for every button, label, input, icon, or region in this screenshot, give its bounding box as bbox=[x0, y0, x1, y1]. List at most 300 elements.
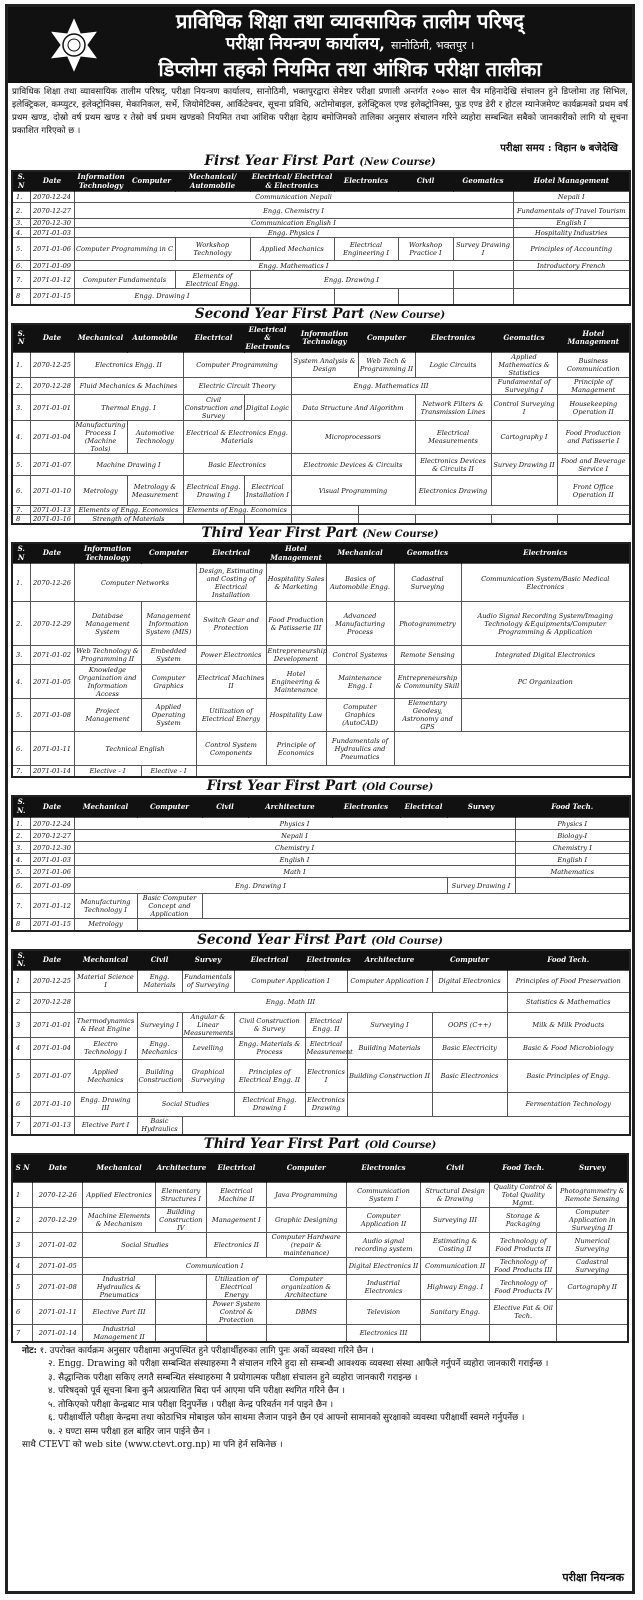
subject-cell: Computer Networks bbox=[74, 564, 196, 602]
subject-cell: Fundamentals of Travel Tourism bbox=[513, 203, 630, 219]
subject-cell: Electrical Measurements bbox=[415, 421, 491, 454]
subject-cell: Electric Circuit Theory bbox=[183, 378, 291, 395]
serial-cell: 1. bbox=[12, 353, 30, 378]
subject-cell: Basic & Food Microbiology bbox=[507, 1037, 630, 1059]
subject-cell bbox=[557, 1299, 628, 1324]
schedule-table bbox=[11, 542, 631, 778]
column-header: Mechanical/ Automobile bbox=[175, 171, 250, 192]
column-header: Date bbox=[30, 171, 74, 192]
subject-cell bbox=[183, 515, 244, 525]
subject-cell: Housekeeping Operation II bbox=[557, 395, 630, 421]
subject-cell: Data Structure And Algorithm bbox=[291, 395, 415, 421]
subject-cell: Food Production and Patisserie I bbox=[557, 421, 630, 454]
section-title bbox=[8, 525, 632, 542]
subject-cell: Thermodynamics & Heat Engine bbox=[74, 1012, 137, 1037]
subject-cell: Design, Estimating and Costing of Electrical Installation bbox=[196, 564, 266, 602]
subject-cell: Estimating & Costing II bbox=[421, 1232, 490, 1257]
subject-cell: Business Communication bbox=[557, 353, 630, 378]
column-header: Electronics bbox=[334, 171, 398, 192]
note-text: ७. २ घण्टा सम्म परीक्षा हल बाहिर जान पाईने छैन । bbox=[48, 1426, 211, 1437]
subject-cell: Electronics Drawing bbox=[415, 476, 491, 506]
subject-cell: Communication II bbox=[421, 1257, 490, 1274]
subject-cell: Electronics Drawing bbox=[305, 1092, 347, 1116]
table-row bbox=[12, 421, 630, 454]
serial-cell: 7. bbox=[12, 766, 30, 777]
subject-cell: Building Construction bbox=[137, 1059, 182, 1092]
serial-cell: 3. bbox=[12, 646, 30, 665]
subject-cell: Electrical Engg. Drawing I bbox=[183, 476, 244, 506]
column-header: Survey bbox=[557, 1154, 628, 1182]
schedule-table bbox=[11, 323, 631, 526]
subject-cell bbox=[207, 1324, 267, 1342]
subject-cell: Entrepreneurship & Community Skill bbox=[394, 665, 461, 699]
subject-cell: English I bbox=[515, 854, 630, 866]
subject-cell: Web Tech & Programming II bbox=[358, 353, 415, 378]
subject-cell bbox=[491, 515, 557, 525]
date-cell: 2071-01-11 bbox=[33, 1299, 83, 1324]
subject-cell: Basic Electronics bbox=[432, 1059, 507, 1092]
subject-cell: Engg. Drawing III bbox=[74, 1092, 137, 1116]
subject-cell bbox=[491, 476, 557, 506]
subject-cell: Building Construction II bbox=[347, 1059, 432, 1092]
date-cell: 2070-12-28 bbox=[30, 378, 74, 395]
subject-cell: Microprocessors bbox=[291, 421, 415, 454]
note-item bbox=[48, 1412, 626, 1426]
section-course-type: (New Course) bbox=[359, 157, 436, 168]
date-cell: 2071-01-06 bbox=[30, 238, 74, 261]
serial-cell: 5 bbox=[12, 1274, 33, 1299]
subject-cell: Metrology bbox=[74, 476, 127, 506]
table-row bbox=[12, 228, 630, 238]
column-header: Mechanical bbox=[74, 324, 127, 353]
table-row bbox=[12, 564, 630, 602]
subject-cell: Social Studies bbox=[83, 1232, 207, 1257]
subject-cell: Levelling bbox=[182, 1037, 234, 1059]
serial-cell: 1. bbox=[12, 192, 30, 203]
subject-cell: Engg. Drawing I bbox=[74, 289, 250, 305]
office-title: परीक्षा नियन्त्रण कार्यालय, bbox=[225, 34, 386, 54]
table-row bbox=[12, 1207, 628, 1232]
column-header: Food Tech. bbox=[515, 796, 630, 818]
subject-cell: Nepali I bbox=[74, 830, 515, 842]
table-row bbox=[12, 646, 630, 665]
subject-cell: Civil Construction and Survey bbox=[184, 395, 243, 420]
column-header: S. N. bbox=[12, 796, 30, 818]
subject-cell: Cartography II bbox=[557, 1274, 628, 1299]
subject-cell: Basic Hydraulics bbox=[137, 1116, 182, 1135]
signature: परीक्षा नियन्त्रक bbox=[562, 1571, 624, 1584]
serial-cell: 5. bbox=[12, 866, 30, 878]
subject-cell: Front Office Operation II bbox=[557, 476, 630, 506]
table-row bbox=[12, 395, 630, 421]
intro-paragraph: प्राविधिक शिक्षा तथा व्यावसायिक तालीम परिषद्, परीक्षा नियन्त्रण कार्यालय, सानोठिमी, भक्तपुरद्वारा सेमेष्टर परीक्षा प्रणाली अन्तर्गत २०७० साल चैत्र महिनादेखि संचालन हुने डिप्लोमा तह सिभिल, इलेक्ट्रिकल, कम्प्युटर, इलेक्ट्रोनिक्स, मेकानिकल, सर्भे, जियोमेटिक्स, आर्किटेक्चर, सूचना प्रविधि, अटोमोबाइल, इलेक्ट्रिकल एण्ड इलेक्ट्रोनिक्स, फुड एण्ड डेरी र होटल म्यानेजमेण्ट कार्यक्रमको प्रथम वर्ष प्रथम खण्ड, दोस्रो वर्ष प्रथम खण्ड र तेस्रो वर्ष प्रथम खण्डको नियमित तथा आंशिक परीक्षा देहाय बमोजिमको तालिका अनुसार संचालन गरिने व्यहोरा सम्बन्धित सबैको जानकारीको लागि यो सूचना प्रकाशित गरिएको छ । bbox=[12, 87, 628, 136]
subject-cell: Building Materials bbox=[347, 1037, 432, 1059]
subject-cell bbox=[398, 289, 453, 305]
subject-cell: Computer Fundamentals bbox=[74, 271, 175, 289]
subject-cell bbox=[415, 515, 491, 525]
subject-cell bbox=[155, 1274, 207, 1299]
serial-cell: 2 bbox=[12, 1207, 33, 1232]
subject-cell: Engg. Mechanics bbox=[137, 1037, 182, 1059]
column-header: Date bbox=[30, 796, 74, 818]
subject-cell bbox=[155, 1299, 207, 1324]
date-cell: 2070-12-24 bbox=[30, 818, 74, 830]
section-course-type: (New Course) bbox=[362, 529, 439, 540]
column-header: Electronics bbox=[461, 543, 630, 564]
section-title bbox=[8, 306, 632, 323]
serial-cell: 3. bbox=[12, 842, 30, 854]
subject-cell: Computer Application I bbox=[234, 970, 347, 992]
subject-cell: Applied Mathematics & Statistics bbox=[491, 353, 557, 378]
date-cell: 2071-01-03 bbox=[30, 228, 74, 238]
date-cell: 2070-12-29 bbox=[30, 602, 74, 646]
note-item bbox=[48, 1399, 626, 1413]
subject-cell: Audio Signal Recording System/Imaging Technology &Equipments/Computer Programming & Application bbox=[461, 602, 630, 646]
note-text: ३. सैद्धान्तिक परीक्षा सकिए लगतै सम्बन्धित संस्थाहरुमा नै प्रयोगात्मक परीक्षा संचालन हुने व्यहोरा जानकारी गराइन्छ । bbox=[48, 1372, 418, 1383]
serial-cell: 3. bbox=[12, 219, 30, 228]
subject-cell bbox=[421, 1324, 490, 1342]
date-cell: 2071-01-03 bbox=[30, 854, 74, 866]
note-text: ५. तोकिएको परीक्षा केन्द्रबाट मात्र परीक्षा दिनुपर्नेछ । परीक्षा केन्द्र परिवर्तन गर्न पाइने छैन । bbox=[48, 1399, 334, 1410]
subject-cell: Technology of Food Products II bbox=[489, 1232, 557, 1257]
serial-cell: 7. bbox=[12, 506, 30, 515]
column-header: S. N. bbox=[12, 950, 30, 971]
column-header: Electrical bbox=[196, 543, 266, 564]
schedule-table bbox=[11, 1153, 629, 1343]
table-row bbox=[12, 699, 630, 732]
table-row bbox=[12, 830, 630, 842]
subject-cell: Surveying I bbox=[137, 1012, 182, 1037]
ctevt-emblem-icon bbox=[44, 15, 104, 75]
subject-cell: Principle of Economics bbox=[266, 732, 326, 766]
column-header: Computer bbox=[137, 796, 202, 818]
table-row bbox=[12, 261, 630, 271]
note-item bbox=[48, 1358, 626, 1372]
column-header: Electronics bbox=[305, 950, 347, 971]
subject-cell: Chemistry I bbox=[515, 842, 630, 854]
subject-cell: Food Production & Patisserie III bbox=[266, 602, 326, 646]
subject-cell: Eng. Drawing I bbox=[74, 878, 447, 894]
subject-cell: Elective - I bbox=[141, 766, 196, 777]
subject-cell: Knowledge Organization and Information Access bbox=[74, 665, 141, 699]
column-header: S N bbox=[12, 1154, 33, 1182]
subject-cell: Metrology bbox=[74, 919, 137, 931]
serial-cell: 6. bbox=[12, 732, 30, 766]
table-row bbox=[12, 271, 630, 289]
subject-cell: Elective Part III bbox=[83, 1299, 155, 1324]
subject-cell: DBMS bbox=[266, 1299, 346, 1324]
subject-cell: Survey Drawing I bbox=[453, 238, 513, 261]
column-header: Computer bbox=[266, 1154, 346, 1182]
table-row bbox=[12, 1274, 628, 1299]
subject-cell: Fundamentals of Hydraulics and Pneumatics bbox=[326, 732, 394, 766]
subject-cell: Strength of Materials bbox=[74, 515, 183, 525]
subject-cell bbox=[513, 289, 630, 305]
column-header: S. N bbox=[12, 171, 30, 192]
subject-cell: Computer organization & Architecture bbox=[266, 1274, 346, 1299]
column-header: Hotel Management bbox=[266, 543, 326, 564]
subject-cell bbox=[358, 506, 630, 515]
subject-cell: Quality Control & Total Quality Mgmt. bbox=[489, 1182, 557, 1207]
serial-cell: 6. bbox=[12, 878, 30, 894]
subject-cell: Engg. Drawing I bbox=[250, 271, 453, 289]
note-item bbox=[22, 1345, 626, 1359]
date-cell: 2071-01-10 bbox=[30, 1092, 74, 1116]
date-cell: 2071-01-12 bbox=[30, 894, 74, 919]
table-row bbox=[12, 602, 630, 646]
subject-cell: Digital Electronics bbox=[432, 970, 507, 992]
website-note: साथै CTEVT को web site (www.ctevt.org.np) मा पनि हेर्न सकिनेछ । bbox=[22, 1440, 283, 1450]
subject-cell bbox=[358, 515, 415, 525]
subject-cell: Power System Control & Protection bbox=[207, 1299, 267, 1324]
column-header: Electronics bbox=[332, 796, 400, 818]
subject-cell: Power Electronics bbox=[196, 646, 266, 665]
date-cell: 2071-01-01 bbox=[30, 395, 74, 421]
date-cell: 2071-01-06 bbox=[30, 866, 74, 878]
subject-cell: Digital Electronics II bbox=[346, 1257, 420, 1274]
serial-cell: 8 bbox=[12, 919, 30, 931]
subject-cell: Basic Computer Concept and Application bbox=[137, 894, 202, 919]
date-cell: 2071-01-01 bbox=[30, 1012, 74, 1037]
subject-cell: Computer Application in Surveying II bbox=[557, 1207, 628, 1232]
column-header: Civil bbox=[137, 950, 182, 971]
subject-cell: Computer Graphics (AutoCAD) bbox=[326, 699, 394, 732]
schedule-sections bbox=[8, 153, 632, 1343]
column-header: Information Technology bbox=[291, 324, 358, 353]
subject-cell: Electrical Measurement bbox=[305, 1037, 347, 1059]
subject-cell bbox=[196, 766, 630, 777]
subject-cell: Elements of Electrical Engg. bbox=[175, 271, 250, 289]
subject-cell bbox=[557, 515, 630, 525]
subject-cell: Thermal Engg. I bbox=[74, 395, 183, 421]
subject-cell: English I bbox=[513, 219, 630, 228]
subject-cell: Electrical Engg. Drawing I bbox=[234, 1092, 305, 1116]
subject-cell: Elective Fat & Oil Tech. bbox=[489, 1299, 557, 1324]
subject-cell: Hospitality Industries bbox=[513, 228, 630, 238]
schedule-table bbox=[11, 170, 631, 306]
subject-cell: Material Science I bbox=[74, 970, 137, 992]
subject-cell: Applied Electronics bbox=[83, 1182, 155, 1207]
serial-cell: 5. bbox=[12, 238, 30, 261]
serial-cell: 2. bbox=[12, 602, 30, 646]
subject-cell: Elementary Geodesy, Astronomy and GPS bbox=[394, 699, 461, 732]
subject-cell: Electrical Engg. II bbox=[305, 1012, 347, 1037]
table-row bbox=[12, 1299, 628, 1324]
subject-cell: Physics I bbox=[515, 818, 630, 830]
table-row bbox=[12, 353, 630, 378]
date-cell: 2071-01-04 bbox=[30, 421, 74, 454]
column-header: Information Technology bbox=[74, 543, 141, 564]
subject-cell: Database Management System bbox=[74, 602, 141, 646]
subject-cell bbox=[453, 271, 513, 289]
column-header: Date bbox=[33, 1154, 83, 1182]
column-header: Architecture bbox=[248, 796, 332, 818]
serial-cell: 2. bbox=[12, 203, 30, 219]
table-row bbox=[12, 854, 630, 866]
subject-cell: Elective - I bbox=[74, 766, 141, 777]
date-cell: 2071-01-02 bbox=[33, 1232, 83, 1257]
subject-cell: Photogrammetry & Remote Sensing bbox=[557, 1182, 628, 1207]
subject-cell: Engg. Math III bbox=[74, 992, 507, 1012]
date-cell: 2071-01-08 bbox=[33, 1274, 83, 1299]
serial-cell: 3. bbox=[12, 395, 30, 421]
column-header: Electrical bbox=[207, 1154, 267, 1182]
column-header: Architecture bbox=[347, 950, 432, 971]
subject-cell: Statistics & Mathematics bbox=[507, 992, 630, 1012]
table-row bbox=[12, 1324, 628, 1342]
column-header: S. N bbox=[12, 543, 30, 564]
subject-cell bbox=[137, 919, 630, 931]
subject-cell: Communication Nepali bbox=[74, 192, 513, 203]
serial-cell: 6. bbox=[12, 261, 30, 271]
subject-cell: Physics I bbox=[74, 818, 515, 830]
table-row bbox=[12, 866, 630, 878]
subject-cell: Control Surveying I bbox=[491, 395, 557, 421]
note-text: १. उपरोक्त कार्यक्रम अनुसार परीक्षामा अनुपस्थित हुने परीक्षार्थीहरुका लागि पुनः अर्को व्यवस्था गरिने छैन । bbox=[39, 1345, 374, 1356]
serial-cell: 1 bbox=[12, 970, 30, 992]
table-row bbox=[12, 992, 630, 1012]
subject-cell: Automotive Technology bbox=[127, 421, 183, 454]
section-title-text: Third Year First Part bbox=[203, 1136, 360, 1152]
subject-cell: Manufacturing Technology I bbox=[74, 894, 137, 919]
section-title-text: Third Year First Part bbox=[201, 525, 358, 541]
table-row bbox=[12, 818, 630, 830]
table-row bbox=[12, 1257, 628, 1274]
note-text: ६. परीक्षार्थीले परीक्षा केन्द्रमा तथा कोठाभित्र मोबाइल फोन साथमा लैजान पाइने छैन एवं आफ्नो सामानको सुरक्षाको व्यवस्था परीक्षार्थी स्वमले गर्नुपर्नेछ । bbox=[48, 1413, 525, 1423]
subject-cell: Computer Programming in C bbox=[74, 238, 175, 261]
subject-cell: Industrial Management II bbox=[83, 1324, 155, 1342]
subject-cell bbox=[557, 1324, 628, 1342]
serial-cell: 1. bbox=[12, 564, 30, 602]
serial-cell: 4 bbox=[12, 1037, 30, 1059]
subject-cell: Computer Hardware (repair & maintenance) bbox=[266, 1232, 346, 1257]
column-header: Food Tech. bbox=[489, 1154, 557, 1182]
section-title bbox=[8, 932, 632, 949]
date-cell: 2071-01-15 bbox=[30, 919, 74, 931]
column-header: Geomatics bbox=[453, 171, 513, 192]
subject-cell: Engg. Mathematics III bbox=[291, 378, 491, 395]
column-header: Information Technology bbox=[74, 171, 128, 192]
subject-cell: Hospitality Law bbox=[266, 699, 326, 732]
subject-cell: Electronics III bbox=[346, 1324, 420, 1342]
subject-cell: Advanced Manufacturing Process bbox=[326, 602, 394, 646]
subject-cell: Java Programming bbox=[266, 1182, 346, 1207]
subject-cell: Switch Gear and Protection bbox=[196, 602, 266, 646]
subject-cell: OOPS (C++) bbox=[432, 1012, 507, 1037]
subject-cell: Communication I bbox=[83, 1257, 346, 1274]
table-row bbox=[12, 1092, 630, 1116]
date-cell: 2071-01-05 bbox=[33, 1257, 83, 1274]
column-header: Electrical bbox=[400, 796, 447, 818]
subject-cell: System Analysis & Design bbox=[291, 353, 358, 378]
date-cell: 2070-12-30 bbox=[30, 842, 74, 854]
subject-cell: Technical English bbox=[74, 732, 196, 766]
subject-cell: Communication System I bbox=[346, 1182, 420, 1207]
table-row bbox=[12, 476, 630, 506]
serial-cell: 4. bbox=[12, 665, 30, 699]
serial-cell: 4. bbox=[12, 228, 30, 238]
column-header: Date bbox=[30, 950, 74, 971]
serial-cell: 4 bbox=[12, 1257, 33, 1274]
table-row bbox=[12, 1182, 628, 1207]
column-header: Architecture bbox=[155, 1154, 207, 1182]
table-row bbox=[12, 1232, 628, 1257]
date-cell: 2071-01-15 bbox=[30, 289, 74, 305]
date-cell: 2070-12-26 bbox=[30, 564, 74, 602]
subject-cell: Elective Part I bbox=[74, 1116, 137, 1135]
subject-cell: Digital Logic bbox=[244, 395, 291, 421]
section-course-type: (New Course) bbox=[368, 309, 446, 321]
subject-cell: Utilization of Electrical Energy bbox=[207, 1274, 267, 1299]
subject-cell: Principle of Management bbox=[557, 378, 630, 395]
table-row bbox=[12, 1037, 630, 1059]
exam-time: परीक्षा समय : विहान ७ बजेदेखि bbox=[500, 143, 618, 154]
date-cell: 2070-12-29 bbox=[33, 1207, 83, 1232]
date-cell: 2070-12-25 bbox=[30, 970, 74, 992]
date-cell: 2071-01-13 bbox=[30, 1116, 74, 1135]
serial-cell: 2. bbox=[12, 830, 30, 842]
serial-cell: 6 bbox=[12, 1092, 30, 1116]
serial-cell: 5. bbox=[12, 454, 30, 476]
office-name bbox=[68, 33, 632, 57]
subject-cell: Audio signal recording system bbox=[346, 1232, 420, 1257]
subject-cell: Manufacturing Process I (Machine Tools) bbox=[75, 421, 126, 453]
serial-cell: 5 bbox=[12, 1059, 30, 1092]
section-title bbox=[8, 1136, 632, 1153]
note-item bbox=[48, 1385, 626, 1399]
date-cell: 2070-12-27 bbox=[30, 203, 74, 219]
subject-cell: Elementary Structures I bbox=[155, 1182, 207, 1207]
subject-cell: Applied Mechanics bbox=[74, 1059, 137, 1092]
table-row bbox=[12, 970, 630, 992]
serial-cell: 2. bbox=[12, 378, 30, 395]
table-row bbox=[12, 515, 630, 525]
subject-cell: Fundamental of Surveying I bbox=[491, 378, 557, 395]
subject-cell: Machine Elements & Mechanism bbox=[83, 1207, 155, 1232]
subject-cell: Logic Circuits bbox=[415, 353, 491, 378]
date-cell: 2071-01-02 bbox=[30, 646, 74, 665]
table-row bbox=[12, 1012, 630, 1037]
serial-cell: 3 bbox=[12, 1012, 30, 1037]
serial-cell: 6 bbox=[12, 1299, 33, 1324]
column-header: Survey bbox=[447, 796, 515, 818]
date-cell: 2071-01-12 bbox=[30, 271, 74, 289]
section-course-type: (Old Course) bbox=[361, 781, 434, 793]
subject-cell: Applied Mechanics bbox=[250, 238, 334, 261]
subject-cell: Basic Electronics bbox=[183, 454, 291, 476]
subject-cell: Computer Programming bbox=[183, 353, 291, 378]
subject-cell: Cadastral Surveying bbox=[557, 1257, 628, 1274]
subject-cell: Basic Principles of Engg. bbox=[507, 1059, 630, 1092]
date-cell: 2070-12-27 bbox=[30, 830, 74, 842]
subject-cell: English I bbox=[74, 854, 515, 866]
serial-cell: 4. bbox=[12, 421, 30, 454]
subject-cell: Nepali I bbox=[513, 192, 630, 203]
subject-cell bbox=[394, 732, 630, 766]
subject-cell: Remote Sensing bbox=[394, 646, 461, 665]
subject-cell: Principles of Food Preservation bbox=[507, 970, 630, 992]
column-header: Electrical bbox=[234, 950, 305, 971]
date-cell: 2071-01-11 bbox=[30, 732, 74, 766]
column-header: Electronics bbox=[415, 324, 491, 353]
table-row bbox=[12, 219, 630, 228]
serial-cell: 7 bbox=[12, 1116, 30, 1135]
subject-cell: Principles of Electrical Engg. II bbox=[234, 1059, 305, 1092]
note-text: २. Engg. Drawing को परीक्षा सम्बन्धित संस्थाहरुमा नै संचालन गरिने हुदा सो सम्बन्धी आवश्यक व्यवस्था संस्था आफैले गर्नुपर्ने व्यहोरा जानकारी गराईन्छ । bbox=[48, 1359, 549, 1369]
subject-cell bbox=[513, 271, 630, 289]
schedule-table bbox=[11, 795, 631, 932]
table-row bbox=[12, 732, 630, 766]
